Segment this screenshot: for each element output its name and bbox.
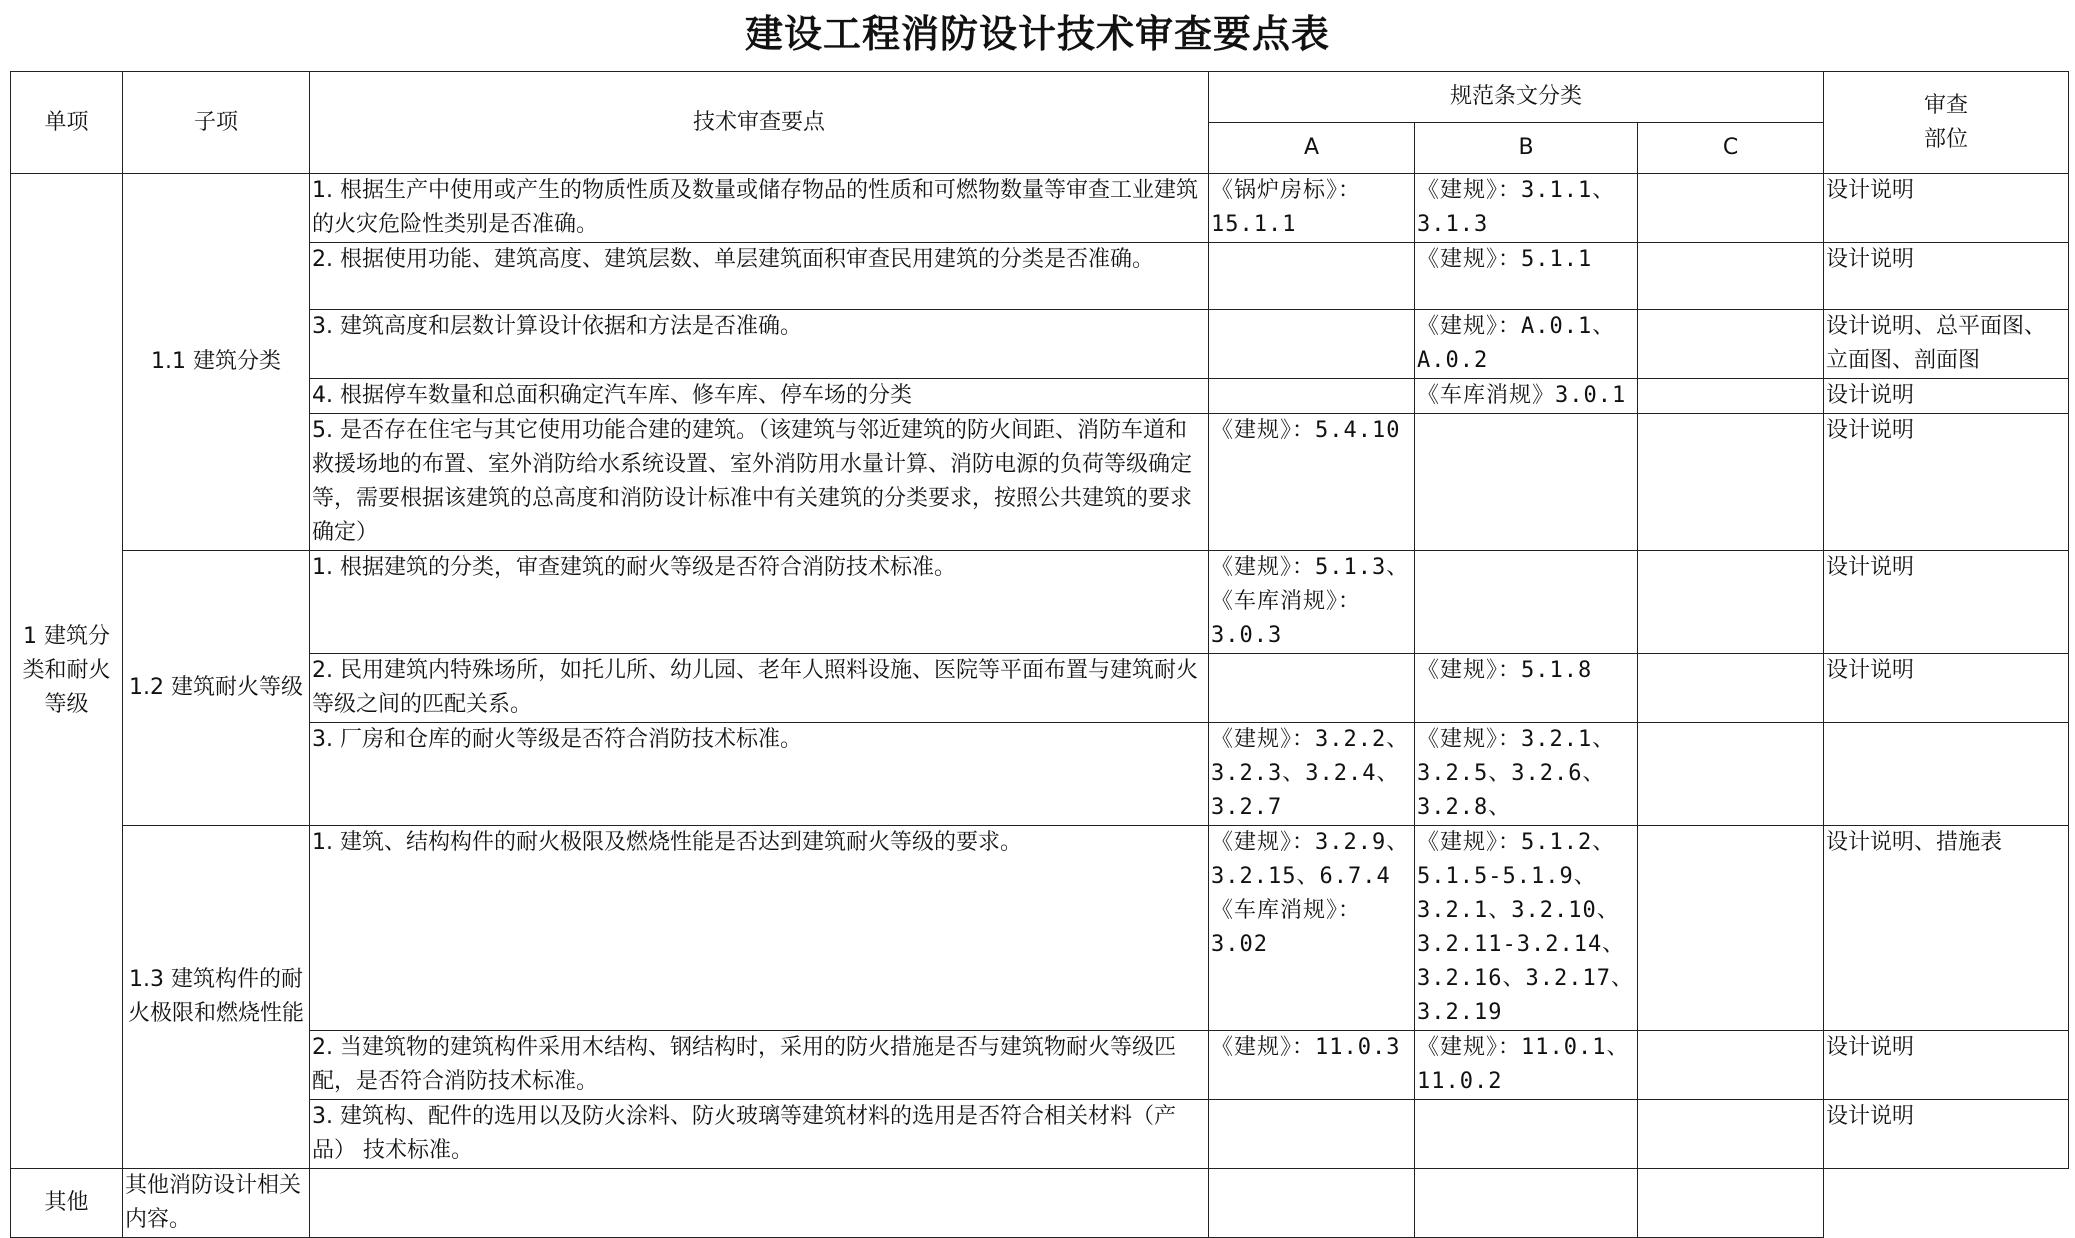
clause-b: 《建规》：3.1.1、 3.1.3 [1415, 174, 1638, 243]
clause-c [1638, 654, 1824, 723]
header-sub: 子项 [123, 72, 310, 174]
clause-b: 《车库消规》3.0.1 [1415, 379, 1638, 414]
clause-c [1638, 723, 1824, 826]
table-row [11, 654, 2069, 723]
clause-c [1638, 414, 1824, 551]
clause-a [1209, 379, 1415, 414]
clause-c [1415, 1169, 1638, 1238]
review-dept: 设计说明 [1824, 551, 2069, 654]
clause-a [310, 1169, 1209, 1238]
review-dept: 设计说明 [1824, 414, 2069, 551]
review-point: 3. 厂房和仓库的耐火等级是否符合消防技术标准。 [310, 723, 1209, 826]
group-name: 1.2 建筑耐火等级 [123, 551, 310, 826]
table-row [11, 310, 2069, 379]
review-point: 其他消防设计相关内容。 [123, 1169, 310, 1238]
review-dept: 设计说明 [1824, 1100, 2069, 1169]
clause-b [1415, 414, 1638, 551]
clause-a [1209, 1100, 1415, 1169]
review-dept: 设计说明 [1824, 654, 2069, 723]
table-row [11, 1100, 2069, 1169]
clause-a: 《建规》：3.2.9、 3.2.15、6.7.4 《车库消规》： 3.02 [1209, 826, 1415, 1031]
review-point: 2. 根据使用功能、建筑高度、建筑层数、单层建筑面积审查民用建筑的分类是否准确。 [310, 243, 1209, 310]
review-dept: 设计说明、措施表 [1824, 826, 2069, 1031]
review-dept: 设计说明 [1824, 379, 2069, 414]
clause-b [1209, 1169, 1415, 1238]
clause-b: 《建规》：11.0.1、 11.0.2 [1415, 1031, 1638, 1100]
table-row [11, 1169, 2069, 1238]
review-point: 2. 当建筑物的建筑构件采用木结构、钢结构时，采用的防火措施是否与建筑物耐火等级匹配，是否符合消防技术标准。 [310, 1031, 1209, 1100]
clause-c [1638, 826, 1824, 1031]
clause-b: 《建规》：3.2.1、 3.2.5、3.2.6、 3.2.8、 [1415, 723, 1638, 826]
clause-c [1638, 174, 1824, 243]
clause-a: 《建规》：5.1.3、 《车库消规》： 3.0.3 [1209, 551, 1415, 654]
clause-a: 《锅炉房标》： 15.1.1 [1209, 174, 1415, 243]
table-row [11, 243, 2069, 310]
header-col-b: B [1415, 123, 1638, 174]
header-points: 技术审查要点 [310, 72, 1209, 174]
review-point: 1. 根据建筑的分类，审查建筑的耐火等级是否符合消防技术标准。 [310, 551, 1209, 654]
table-row [11, 414, 2069, 551]
review-dept [1638, 1169, 1824, 1238]
clause-a [1209, 654, 1415, 723]
review-dept: 设计说明 [1824, 1031, 2069, 1100]
header-dept: 审查 部位 [1824, 72, 2069, 174]
clause-b: 《建规》：5.1.1 [1415, 243, 1638, 310]
review-point: 4. 根据停车数量和总面积确定汽车库、修车库、停车场的分类 [310, 379, 1209, 414]
review-point: 1. 根据生产中使用或产生的物质性质及数量或储存物品的性质和可燃物数量等审查工业建筑的火灾危险性类别是否准确。 [310, 174, 1209, 243]
review-point: 3. 建筑高度和层数计算设计依据和方法是否准确。 [310, 310, 1209, 379]
header-clause-group: 规范条文分类 [1209, 72, 1824, 123]
review-table [10, 71, 2069, 1238]
clause-c [1638, 379, 1824, 414]
page-title: 建设工程消防设计技术审查要点表 [744, 12, 1330, 56]
group-name: 其他 [11, 1169, 123, 1238]
table-row [11, 723, 2069, 826]
table-row [11, 379, 2069, 414]
review-point: 2. 民用建筑内特殊场所，如托儿所、幼儿园、老年人照料设施、医院等平面布置与建筑耐火等级之间的匹配关系。 [310, 654, 1209, 723]
table-row [11, 551, 2069, 654]
review-point: 3. 建筑构、配件的选用以及防火涂料、防火玻璃等建筑材料的选用是否符合相关材料（产品） 技术标准。 [310, 1100, 1209, 1169]
header-col-a: A [1209, 123, 1415, 174]
table-row [11, 1031, 2069, 1100]
clause-b: 《建规》：5.1.8 [1415, 654, 1638, 723]
clause-a [1209, 310, 1415, 379]
clause-a [1209, 243, 1415, 310]
group-name: 1.1 建筑分类 [123, 174, 310, 551]
review-dept [1824, 723, 2069, 826]
review-dept: 设计说明、总平面图、立面图、剖面图 [1824, 310, 2069, 379]
clause-a: 《建规》：5.4.10 [1209, 414, 1415, 551]
clause-c [1638, 1031, 1824, 1100]
clause-b [1415, 1100, 1638, 1169]
review-dept: 设计说明 [1824, 174, 2069, 243]
header-row-1 [11, 72, 2069, 123]
table-row [11, 826, 2069, 1031]
clause-c [1638, 243, 1824, 310]
clause-a: 《建规》：3.2.2、 3.2.3、3.2.4、 3.2.7 [1209, 723, 1415, 826]
header-single: 单项 [11, 72, 123, 174]
clause-a: 《建规》：11.0.3 [1209, 1031, 1415, 1100]
section-name: 1 建筑分类和耐火等级 [11, 174, 123, 1169]
clause-c [1638, 1100, 1824, 1169]
clause-c [1638, 551, 1824, 654]
clause-b: 《建规》：A.0.1、 A.0.2 [1415, 310, 1638, 379]
review-point: 5. 是否存在住宅与其它使用功能合建的建筑。（该建筑与邻近建筑的防火间距、消防车道和救援场地的布置、室外消防给水系统设置、室外消防用水量计算、消防电源的负荷等级确定等，需要根据该建筑的总高度和消防设计标准中有关建筑的分类要求，按照公共建筑的要求确定） [310, 414, 1209, 551]
clause-b [1415, 551, 1638, 654]
table-row [11, 174, 2069, 243]
group-name: 1.3 建筑构件的耐火极限和燃烧性能 [123, 826, 310, 1169]
clause-b: 《建规》：5.1.2、 5.1.5-5.1.9、 3.2.1、3.2.10、 3.2.11-3.2.14、 3.2.16、3.2.17、 3.2.19 [1415, 826, 1638, 1031]
review-dept: 设计说明 [1824, 243, 2069, 310]
header-col-c: C [1638, 123, 1824, 174]
clause-c [1638, 310, 1824, 379]
review-point: 1. 建筑、结构构件的耐火极限及燃烧性能是否达到建筑耐火等级的要求。 [310, 826, 1209, 1031]
